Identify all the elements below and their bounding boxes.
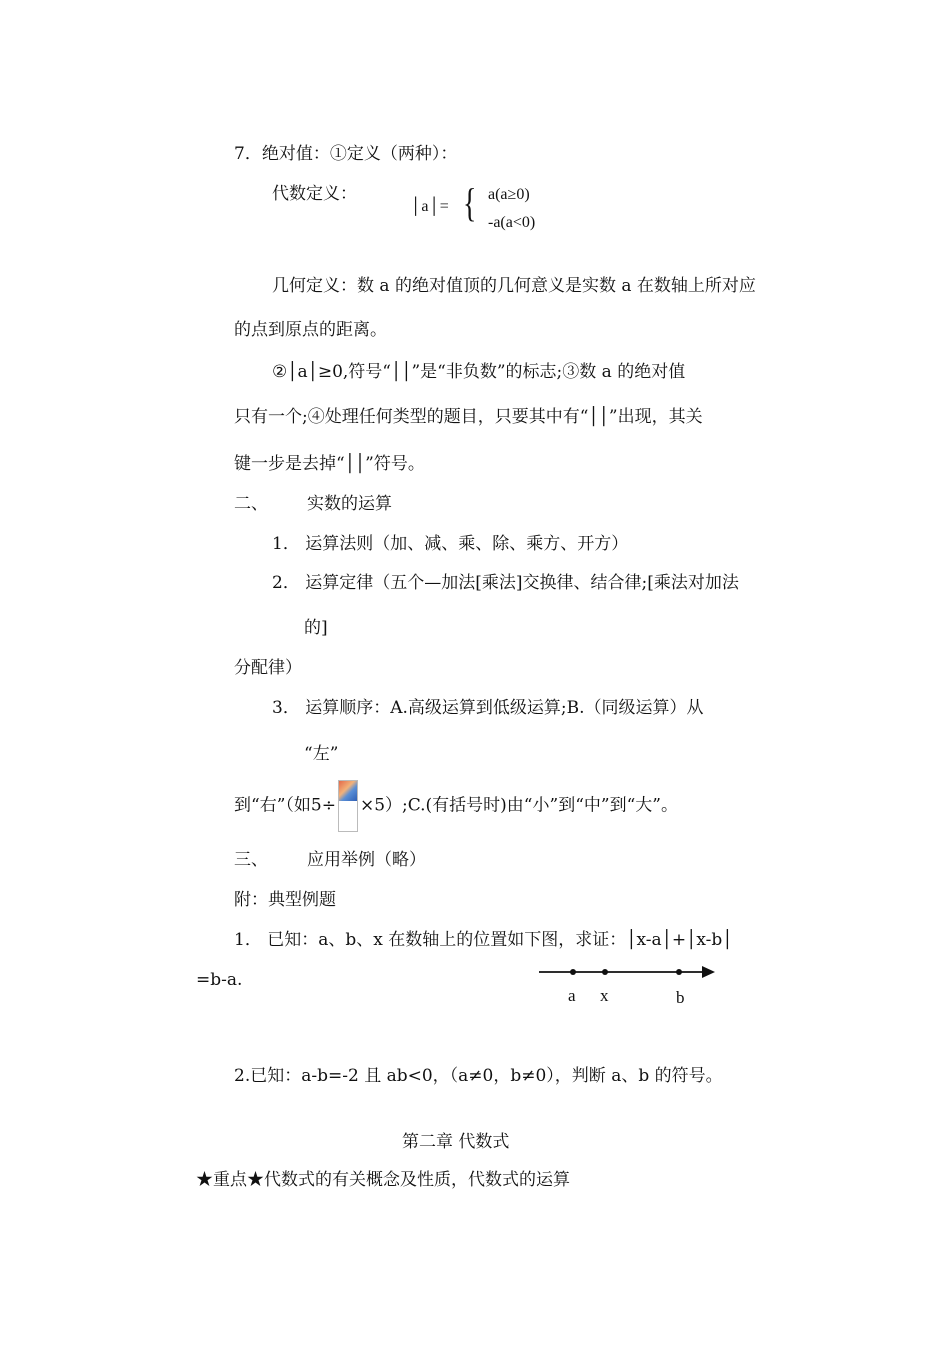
chapter2-title: 第二章 代数式 bbox=[402, 1132, 510, 1152]
point2-line2: 只有一个;④处理任何类型的题目，只要其中有“││”出现，其关 bbox=[234, 407, 703, 427]
broken-image-icon bbox=[338, 780, 358, 832]
example1-line2: =b-a. bbox=[196, 970, 243, 990]
formula-lhs: │a│= bbox=[410, 198, 449, 215]
abs-value-formula bbox=[410, 178, 570, 238]
point-a-dot bbox=[570, 969, 576, 975]
point-a-label: a bbox=[568, 986, 576, 1005]
section2-number: 二、 bbox=[234, 494, 268, 514]
point-x-label: x bbox=[600, 986, 609, 1005]
number-line-svg bbox=[535, 960, 720, 1010]
section2-title: 实数的运算 bbox=[307, 494, 392, 514]
section3-title: 应用举例（略） bbox=[307, 850, 426, 870]
example2: 2.已知：a-b=-2 且 ab<0，（a≠0，b≠0），判断 a、b 的符号。 bbox=[234, 1066, 723, 1086]
number-line-figure bbox=[535, 960, 720, 1010]
formula-case-positive: a(a≥0) bbox=[488, 186, 530, 203]
point-b-dot bbox=[676, 969, 682, 975]
section2-item2-line1: 2． 运算定律（五个—加法[乘法]交换律、结合律;[乘法对加法 bbox=[272, 573, 739, 593]
chapter2-key-points: ★重点★代数式的有关概念及性质，代数式的运算 bbox=[196, 1170, 570, 1190]
abs-value-title: 7．绝对值：①定义（两种）： bbox=[234, 144, 458, 164]
section2-item3-line3 bbox=[234, 780, 678, 832]
appendix-title: 附：典型例题 bbox=[234, 890, 336, 910]
point-b-label: b bbox=[676, 988, 685, 1007]
point2-line3: 键一步是去掉“││”符号。 bbox=[234, 454, 425, 474]
example1-line1: 1． 已知：a、b、x 在数轴上的位置如下图，求证：│x-a│+│x-b│ bbox=[234, 930, 733, 950]
point-x-dot bbox=[602, 969, 608, 975]
item3-line3-start: 到“右”（如5÷ bbox=[234, 795, 336, 816]
algebraic-definition-label: 代数定义： bbox=[272, 184, 357, 204]
section2-item3-line2: “左” bbox=[304, 744, 339, 764]
section2-item2-line3: 分配律） bbox=[234, 658, 302, 678]
formula-case-negative: -a(a<0) bbox=[488, 214, 536, 231]
section2-item3-line1: 3． 运算顺序：A.高级运算到低级运算;B.（同级运算）从 bbox=[272, 698, 704, 718]
geometric-definition-line2: 的点到原点的距离。 bbox=[234, 320, 387, 340]
section2-item1: 1． 运算法则（加、减、乘、除、乘方、开方） bbox=[272, 534, 629, 554]
section3-number: 三、 bbox=[234, 850, 268, 870]
item3-line3-end: ×5）;C.(有括号时)由“小”到“中”到“大”。 bbox=[359, 795, 678, 816]
formula-brace: { bbox=[463, 180, 477, 225]
section2-item2-line2: 的] bbox=[304, 618, 328, 638]
geometric-definition-line1: 几何定义：数 a 的绝对值顶的几何意义是实数 a 在数轴上所对应 bbox=[272, 276, 756, 296]
number-line-arrow bbox=[702, 966, 715, 978]
point2-line1: ②│a│≥0,符号“││”是“非负数”的标志;③数 a 的绝对值 bbox=[272, 362, 686, 382]
